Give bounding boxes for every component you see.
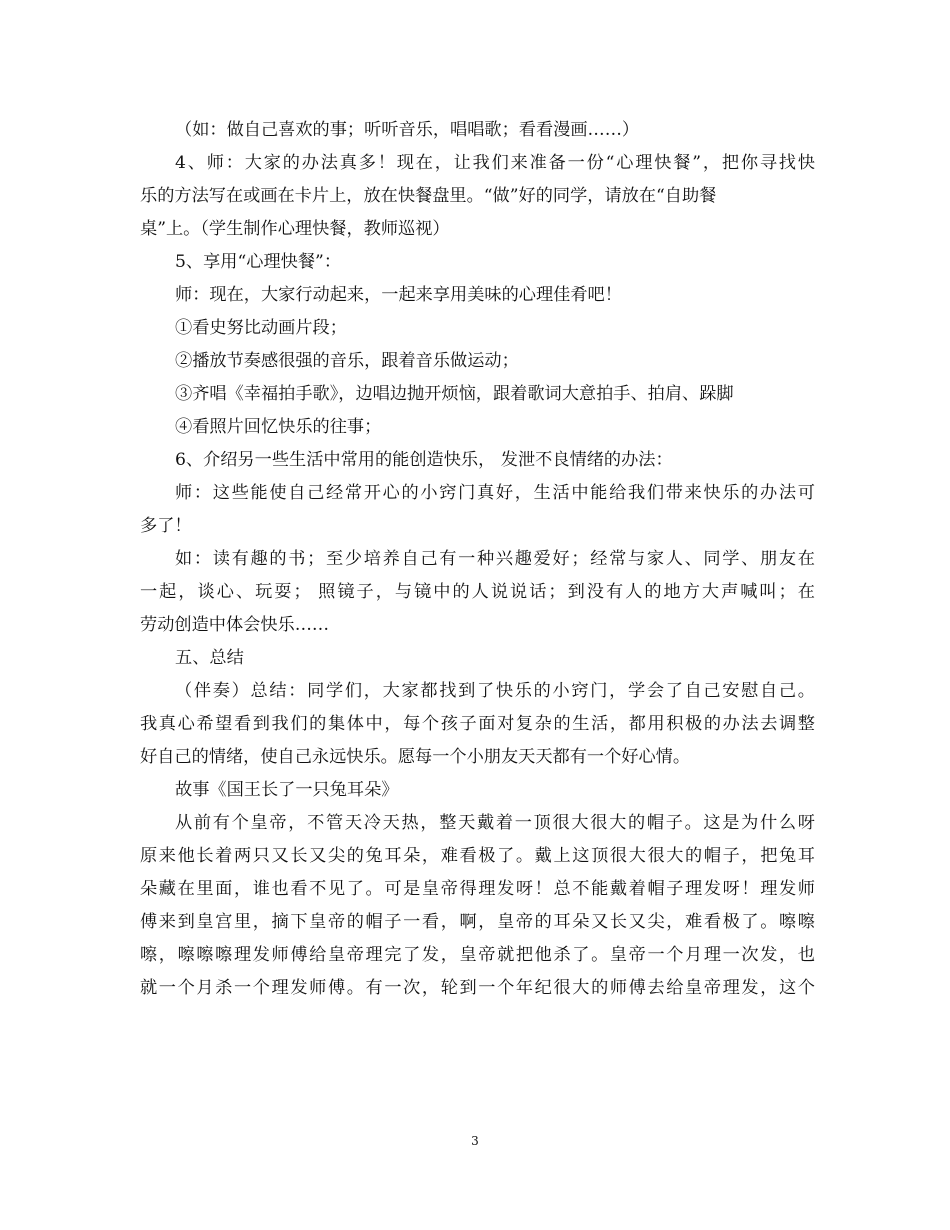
text-line: 多了！ bbox=[140, 516, 192, 536]
text-line: （伴奏）总结：同学们，大家都找到了快乐的小窍门，学会了自己安慰自己。 bbox=[175, 681, 815, 701]
text-line: 师：这些能使自己经常开心的小窍门真好，生活中能给我们带来快乐的办法可 bbox=[175, 483, 815, 503]
text-line: 故事《国王长了一只兔耳朵》 bbox=[175, 780, 399, 800]
text-line: 五、总结 bbox=[175, 648, 244, 668]
text-line: 师：现在，大家行动起来，一起来享用美味的心理佳肴吧！ bbox=[175, 285, 622, 305]
text-line: 5、享用“心理快餐”： bbox=[175, 252, 342, 272]
text-line: 劳动创造中体会快乐…… bbox=[140, 615, 330, 635]
text-line: 就一个月杀一个理发师傅。有一次，轮到一个年纪很大的师傅去给皇帝理发，这个 bbox=[140, 978, 815, 998]
text-line: 原来他长着两只又长又尖的兔耳朵，难看极了。戴上这顶很大很大的帽子，把兔耳 bbox=[140, 846, 815, 866]
text-line: 如：读有趣的书；至少培养自己有一种兴趣爱好；经常与家人、同学、朋友在 bbox=[175, 549, 815, 569]
text-line: 4、师：大家的办法真多！现在，让我们来准备一份“心理快餐”，把你寻找快 bbox=[175, 153, 815, 173]
page-number: 3 bbox=[471, 1134, 479, 1148]
text-line: ③齐唱《幸福拍手歌》，边唱边抛开烦恼，跟着歌词大意拍手、拍肩、跺脚 bbox=[175, 384, 734, 404]
text-line: 从前有个皇帝，不管天冷天热，整天戴着一顶很大很大的帽子。这是为什么呀 bbox=[175, 813, 815, 833]
text-line: （如：做自己喜欢的事；听听音乐，唱唱歌；看看漫画……） bbox=[175, 120, 640, 140]
text-line: ④看照片回忆快乐的往事； bbox=[175, 417, 382, 437]
text-line: 好自己的情绪，使自己永远快乐。愿每一个小朋友天天都有一个好心情。 bbox=[140, 747, 691, 767]
page-body bbox=[140, 114, 815, 1005]
text-line: 傅来到皇宫里，摘下皇帝的帽子一看，啊，皇帝的耳朵又长又尖，难看极了。嚓嚓 bbox=[140, 912, 815, 932]
text-line: 嚓，嚓嚓嚓理发师傅给皇帝理完了发，皇帝就把他杀了。皇帝一个月理一次发，也 bbox=[140, 945, 815, 965]
text-line: ①看史努比动画片段； bbox=[175, 318, 347, 338]
text-line: 朵藏在里面，谁也看不见了。可是皇帝得理发呀！总不能戴着帽子理发呀！理发师 bbox=[140, 879, 815, 899]
text-line: 乐的方法写在或画在卡片上，放在快餐盘里。“做”好的同学，请放在“自助餐 bbox=[140, 186, 717, 206]
text-line: 桌”上。（学生制作心理快餐，教师巡视） bbox=[140, 219, 450, 239]
text-line: ②播放节奏感很强的音乐，跟着音乐做运动； bbox=[175, 351, 519, 371]
text-line: 我真心希望看到我们的集体中，每个孩子面对复杂的生活，都用积极的办法去调整 bbox=[140, 714, 815, 734]
text-line: 一起，谈心、玩耍； 照镜子，与镜中的人说说话；到没有人的地方大声喊叫；在 bbox=[140, 582, 815, 602]
text-line: 6、介绍另一些生活中常用的能创造快乐， 发泄不良情绪的办法： bbox=[175, 450, 673, 470]
